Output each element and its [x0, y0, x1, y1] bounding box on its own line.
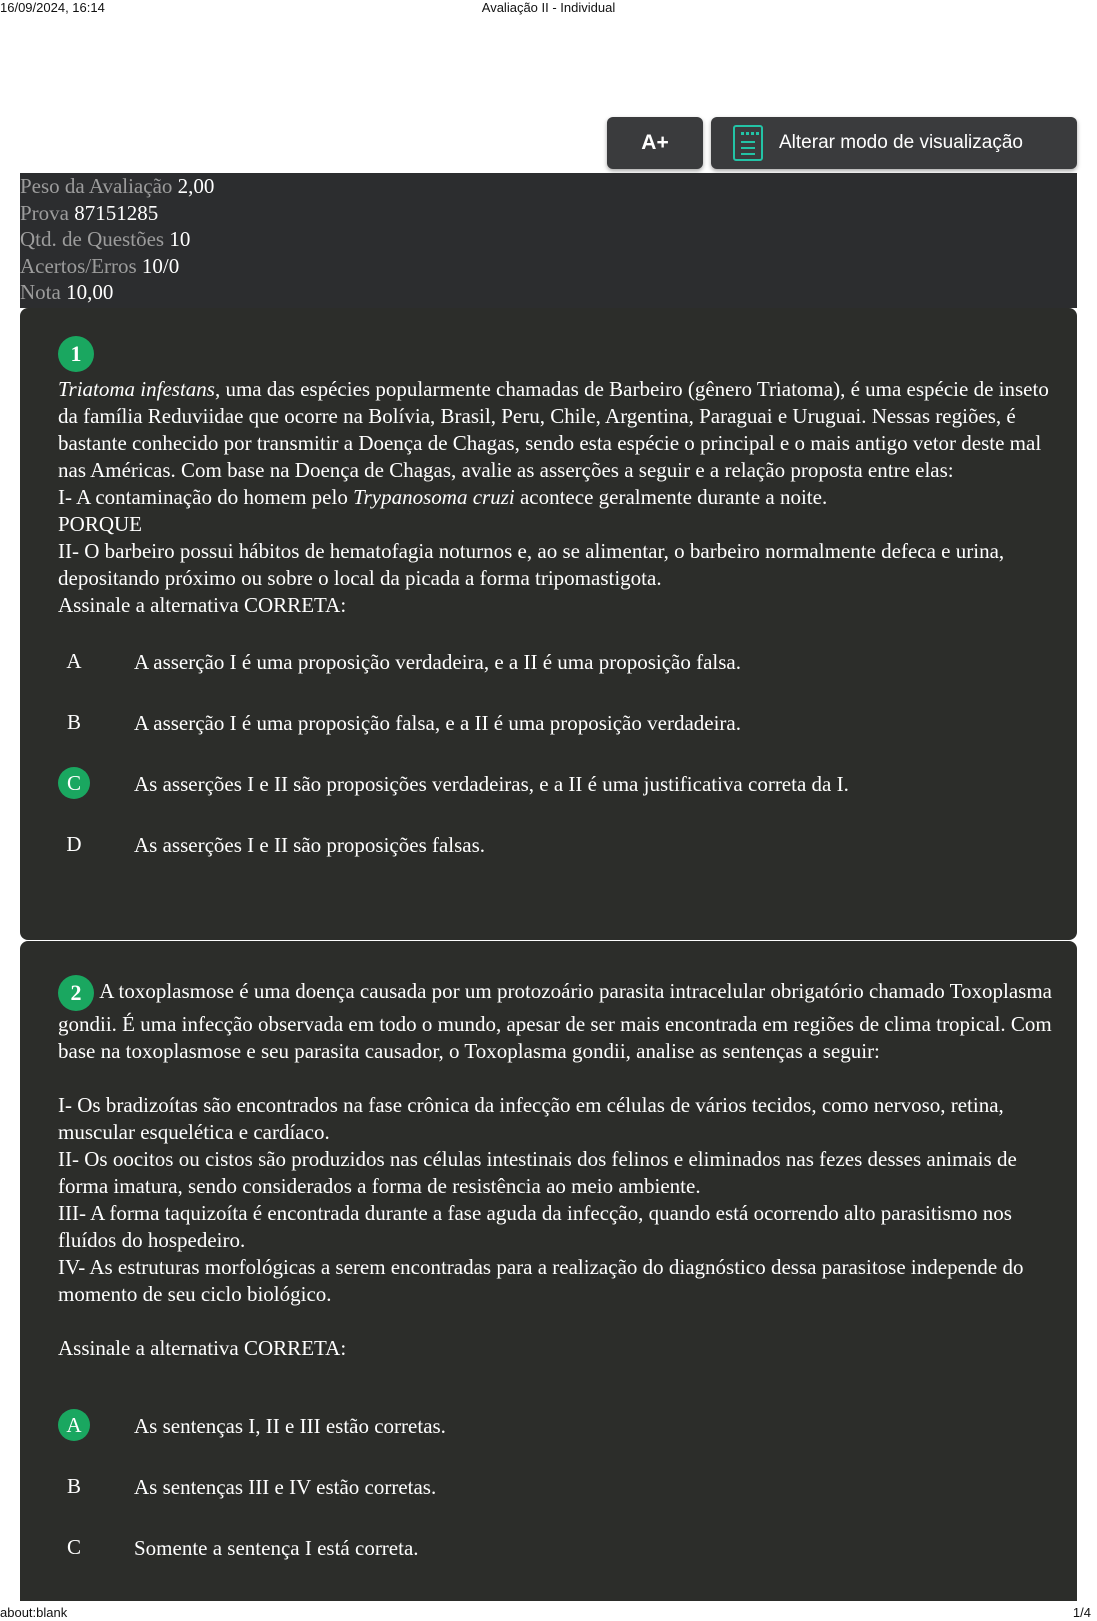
summary-row-grade: [20, 279, 1077, 306]
print-datetime: 16/09/2024, 16:14: [0, 0, 105, 15]
alternative-letter: B: [66, 710, 81, 734]
summary-label: Nota: [20, 280, 61, 304]
summary-value: 10/0: [141, 253, 180, 278]
summary-label: Qtd. de Questões: [20, 227, 165, 251]
question-1-statement: [58, 336, 1053, 619]
species-name: Triatoma infestans: [58, 377, 215, 401]
porque-connector: PORQUE: [58, 512, 143, 536]
correct-alternative-letter: A: [58, 1409, 90, 1441]
alternative-text: A asserção I é uma proposição verdadeira, e a II é uma proposição falsa.: [134, 650, 741, 674]
question-1-prompt: Assinale a alternativa CORRETA:: [58, 593, 347, 617]
alternative-text: As sentenças III e IV estão corretas.: [134, 1475, 437, 1499]
alternative-text: As sentenças I, II e III estão corretas.: [134, 1414, 446, 1438]
view-mode-label: Alterar modo de visualização: [779, 132, 1023, 153]
summary-row-weight: [20, 173, 1077, 200]
alternative-text: As asserções I e II são proposições verdadeiras, e a II é uma justificativa correta da I.: [134, 772, 849, 796]
summary-value: 2,00: [177, 174, 215, 198]
summary-row-exam: [20, 200, 1077, 227]
question-number-badge: 1: [58, 336, 94, 372]
question-number-badge: 2: [58, 975, 94, 1011]
alternative-1b[interactable]: [58, 706, 1053, 742]
question-1-intro: , uma das espécies popularmente chamadas de Barbeiro (gênero Triatoma), é uma espécie de inseto da família Reduviidae que ocorre na Bolívia, Brasil, Peru, Chile, Argentina, Paraguai e Uruguai. Nessas regiões, é bastante conhecido por transmitir a Doença de Chagas, sendo esta espécie o principal e o mais antigo vetor deste mal nas Américas. Com base na Doença de Chagas, avalie as asserções a seguir e a relação proposta entre elas:: [58, 377, 1049, 482]
summary-label: Prova: [20, 200, 69, 225]
print-header: [0, 0, 1097, 16]
summary-row-question-count: [20, 226, 1077, 253]
sentence-2: II- Os oocitos ou cistos são produzidos nas células intestinais dos felinos e eliminados nas fezes desses animais de forma imatura, sendo considerados a forma de resistência ao meio ambiente.: [58, 1147, 1017, 1198]
question-card-1: [20, 308, 1077, 940]
alternative-2c[interactable]: [58, 1531, 1053, 1567]
sentence-1: I- Os bradizoítas são encontrados na fase crônica da infecção em células de vários tecidos, como nervoso, retina, muscular esquelética e cardíaco.: [58, 1093, 1004, 1144]
question-2-prompt: Assinale a alternativa CORRETA:: [58, 1336, 347, 1360]
alternative-text: Somente a sentença I está correta.: [134, 1536, 419, 1560]
summary-value: 10: [169, 227, 191, 251]
assertion-1: [58, 484, 1053, 511]
question-card-2: [20, 941, 1077, 1601]
print-footer: [0, 1605, 1097, 1621]
summary-label: Peso da Avaliação: [20, 174, 173, 198]
question-2-intro-paragraph: [58, 975, 1053, 1065]
change-view-mode-button[interactable]: [711, 117, 1077, 169]
sentence-3: III- A forma taquizoíta é encontrada durante a fase aguda da infecção, quando está ocorrendo alto parasitismo nos fluídos do hospedeiro.: [58, 1201, 1012, 1252]
font-size-increase-button[interactable]: [607, 117, 703, 169]
question-2-intro: A toxoplasmose é uma doença causada por um protozoário parasita intracelular obrigatório chamado Toxoplasma gondii. É uma infecção observada em todo o mundo, apesar de ser mais encontrada em regiões de clima tropical. Com base na toxoplasmose e seu parasita causador, o Toxoplasma gondii, analise as sentenças a seguir:: [58, 978, 1052, 1063]
summary-value: 10,00: [66, 280, 114, 304]
summary-value: 87151285: [74, 200, 159, 225]
alternative-1a[interactable]: [58, 645, 1053, 681]
alternative-text: A asserção I é uma proposição falsa, e a II é uma proposição verdadeira.: [134, 711, 741, 735]
parasite-name: Trypanosoma cruzi: [353, 485, 515, 509]
alternative-2a[interactable]: [58, 1409, 1053, 1445]
alternative-2b[interactable]: [58, 1470, 1053, 1506]
assertion-1-end: acontece geralmente durante a noite.: [514, 485, 828, 509]
print-page-title: Avaliação II - Individual: [481, 0, 616, 15]
alternative-letter: D: [66, 832, 82, 856]
alternative-1c[interactable]: [58, 767, 1053, 803]
alternative-letter: C: [66, 1535, 81, 1559]
print-url: about:blank: [0, 1605, 68, 1620]
summary-label: Acertos/Erros: [20, 253, 137, 278]
correct-alternative-letter: C: [58, 767, 90, 799]
alternative-text: As asserções I e II são proposições falsas.: [134, 833, 486, 857]
alternative-1d[interactable]: [58, 828, 1053, 864]
assertion-1-text: I- A contaminação do homem pelo: [58, 485, 354, 509]
alternative-letter: B: [66, 1474, 81, 1498]
summary-row-hits-errors: [20, 253, 1077, 280]
document-icon: [733, 125, 763, 161]
question-2-statement: [58, 975, 1053, 1362]
alternative-letter: A: [66, 649, 82, 673]
print-page-number: 1/4: [1072, 1605, 1091, 1620]
assertion-2: II- O barbeiro possui hábitos de hematofagia noturnos e, ao se alimentar, o barbeiro normalmente defeca e urina, depositando próximo ou sobre o local da picada a forma tripomastigota.: [58, 539, 1005, 590]
sentence-4: IV- As estruturas morfológicas a serem encontradas para a realização do diagnóstico dessa parasitose independe do momento de seu ciclo biológico.: [58, 1255, 1024, 1306]
question-1-paragraph: [58, 376, 1053, 484]
exam-summary: [20, 173, 1077, 308]
font-size-button-label: A+: [641, 131, 669, 154]
